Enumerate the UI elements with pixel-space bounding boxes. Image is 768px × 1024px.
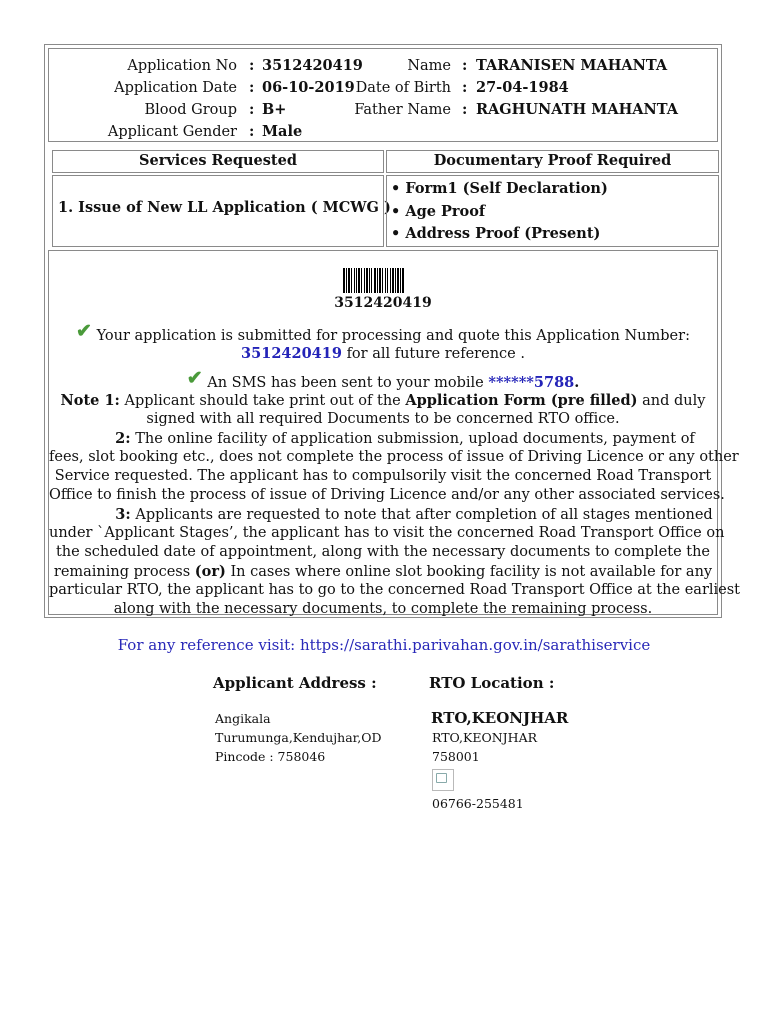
gender-value: Male bbox=[262, 123, 303, 140]
barcode-bar bbox=[390, 268, 391, 293]
note2-line4: Office to finish the process of issue of Driving Licence and/or any other associated services. bbox=[49, 487, 725, 503]
barcode bbox=[343, 268, 431, 293]
note1-line1 bbox=[49, 391, 717, 411]
message-box bbox=[48, 250, 740, 617]
barcode-bar bbox=[351, 268, 352, 293]
or-text: (or) bbox=[194, 563, 226, 580]
note3-line6: along with the necessary documents, to complete the remaining process. bbox=[113, 601, 653, 617]
application-number-link[interactable]: 3512420419 bbox=[241, 345, 342, 362]
services-header: Services Requested bbox=[52, 150, 384, 173]
barcode-bar bbox=[379, 268, 381, 293]
application-form-text: Application Form (pre filled) bbox=[405, 392, 638, 409]
barcode-bar bbox=[402, 268, 404, 293]
application-date-value: 06-10-2019 bbox=[262, 79, 355, 96]
separator: : bbox=[249, 123, 255, 140]
proof-item: • Form1 (Self Declaration) bbox=[391, 180, 608, 197]
barcode-bar bbox=[364, 268, 365, 293]
note3-line4 bbox=[49, 562, 717, 582]
separator: : bbox=[462, 57, 468, 74]
applicant-details bbox=[48, 48, 718, 142]
broken-image-icon bbox=[432, 769, 454, 791]
sms-text: An SMS has been sent to your mobile bbox=[207, 375, 484, 391]
application-date-label: Application Date bbox=[114, 80, 237, 96]
separator: : bbox=[462, 79, 468, 96]
address-line: Turumunga,Kendujhar,OD bbox=[215, 730, 382, 745]
barcode-bar bbox=[346, 268, 347, 293]
barcode-bar bbox=[369, 268, 370, 293]
proof-item: • Address Proof (Present) bbox=[391, 225, 601, 242]
service-item: 1. Issue of New LL Application ( MCWG ) bbox=[58, 199, 391, 216]
barcode-bar bbox=[371, 268, 372, 293]
barcode-bar bbox=[385, 268, 386, 293]
barcode-bar bbox=[358, 268, 360, 293]
note1-text-end: and duly bbox=[642, 393, 706, 409]
note2-text: The online facility of application submission, upload documents, payment of bbox=[135, 431, 695, 447]
note3-line1 bbox=[49, 505, 717, 525]
note1-line2: signed with all required Documents to be concerned RTO office. bbox=[146, 411, 620, 427]
father-name-value: RAGHUNATH MAHANTA bbox=[476, 101, 679, 118]
submitted-message bbox=[49, 320, 717, 346]
rto-address-line: RTO,KEONJHAR bbox=[432, 730, 538, 745]
blood-group-label: Blood Group bbox=[144, 102, 237, 118]
barcode-bar bbox=[400, 268, 401, 293]
proof-item: • Age Proof bbox=[391, 202, 486, 220]
rto-location-heading: RTO Location : bbox=[429, 674, 555, 692]
application-no-value: 3512420419 bbox=[262, 57, 363, 74]
note3-text-b: In cases where online slot booking facility is not available for any bbox=[230, 564, 713, 580]
mobile-number: ******5788 bbox=[488, 374, 575, 391]
rto-pincode: 758001 bbox=[432, 749, 480, 764]
submitted-message-line2 bbox=[49, 344, 717, 364]
application-no-label: Application No bbox=[127, 58, 237, 74]
barcode-bar bbox=[377, 268, 378, 293]
application-acknowledgement bbox=[44, 44, 740, 618]
barcode-bar bbox=[397, 268, 399, 293]
proof-cell bbox=[386, 175, 719, 247]
dob-label: Date of Birth bbox=[355, 80, 451, 96]
barcode-bar bbox=[356, 268, 357, 293]
barcode-bar bbox=[348, 268, 350, 293]
submitted-text: Your application is submitted for processing and quote this Application Number: bbox=[96, 328, 690, 344]
barcode-bar bbox=[392, 268, 394, 293]
service-cell bbox=[52, 175, 391, 247]
proof-list bbox=[391, 178, 608, 246]
note3-line2: under `Applicant Stages’, the applicant has to visit the concerned Road Transport Office on bbox=[49, 525, 725, 541]
sms-period: . bbox=[574, 374, 580, 391]
separator: : bbox=[249, 79, 255, 96]
sms-message bbox=[49, 367, 717, 393]
note2-label: 2: bbox=[115, 430, 131, 447]
name-value: TARANISEN MAHANTA bbox=[476, 57, 668, 74]
check-icon: ✔ bbox=[76, 320, 92, 342]
barcode-bar bbox=[354, 268, 355, 293]
address-pincode: Pincode : 758046 bbox=[215, 749, 326, 764]
note3-line3: the scheduled date of appointment, along with the necessary documents to complete the bbox=[55, 544, 711, 560]
blood-group-value: B+ bbox=[262, 101, 287, 118]
barcode-number: 3512420419 bbox=[334, 295, 432, 311]
address-line: Angikala bbox=[215, 711, 271, 726]
separator: : bbox=[249, 57, 255, 74]
barcode-bar bbox=[361, 268, 362, 293]
note1-text: Applicant should take print out of the bbox=[124, 393, 401, 409]
note2-line2: fees, slot booking etc., does not complete the process of issue of Driving Licence or any other bbox=[49, 449, 739, 465]
check-icon: ✔ bbox=[186, 367, 203, 389]
reference-link[interactable]: For any reference visit: https://sarathi.parivahan.gov.in/sarathiservice bbox=[117, 636, 651, 654]
note3-label: 3: bbox=[115, 506, 131, 523]
barcode-bar bbox=[395, 268, 396, 293]
name-label: Name bbox=[407, 58, 451, 74]
rto-name: RTO,KEONJHAR bbox=[431, 709, 569, 727]
barcode-bar bbox=[387, 268, 388, 293]
proof-header: Documentary Proof Required bbox=[386, 150, 719, 173]
separator: : bbox=[462, 101, 468, 118]
note3-text-a: remaining process bbox=[53, 564, 191, 580]
note3-text: Applicants are requested to note that after completion of all stages mentioned bbox=[135, 507, 713, 523]
barcode-bar bbox=[366, 268, 368, 293]
applicant-address-heading: Applicant Address : bbox=[213, 674, 377, 692]
barcode-bar bbox=[343, 268, 345, 293]
note1-label: Note 1: bbox=[60, 392, 120, 409]
note2-line3: Service requested. The applicant has to compulsorily visit the concerned Road Transport bbox=[54, 468, 712, 484]
dob-value: 27-04-1984 bbox=[476, 79, 569, 96]
barcode-bar bbox=[374, 268, 376, 293]
future-reference-text: for all future reference . bbox=[346, 346, 525, 362]
barcode-bar bbox=[382, 268, 383, 293]
gender-label: Applicant Gender bbox=[107, 124, 237, 140]
note2-line1 bbox=[49, 429, 717, 449]
rto-phone: 06766-255481 bbox=[432, 796, 524, 811]
note3-line5: particular RTO, the applicant has to go to the concerned Road Transport Office at the earliest bbox=[49, 582, 740, 598]
father-name-label: Father Name bbox=[354, 102, 451, 118]
separator: : bbox=[249, 101, 255, 118]
